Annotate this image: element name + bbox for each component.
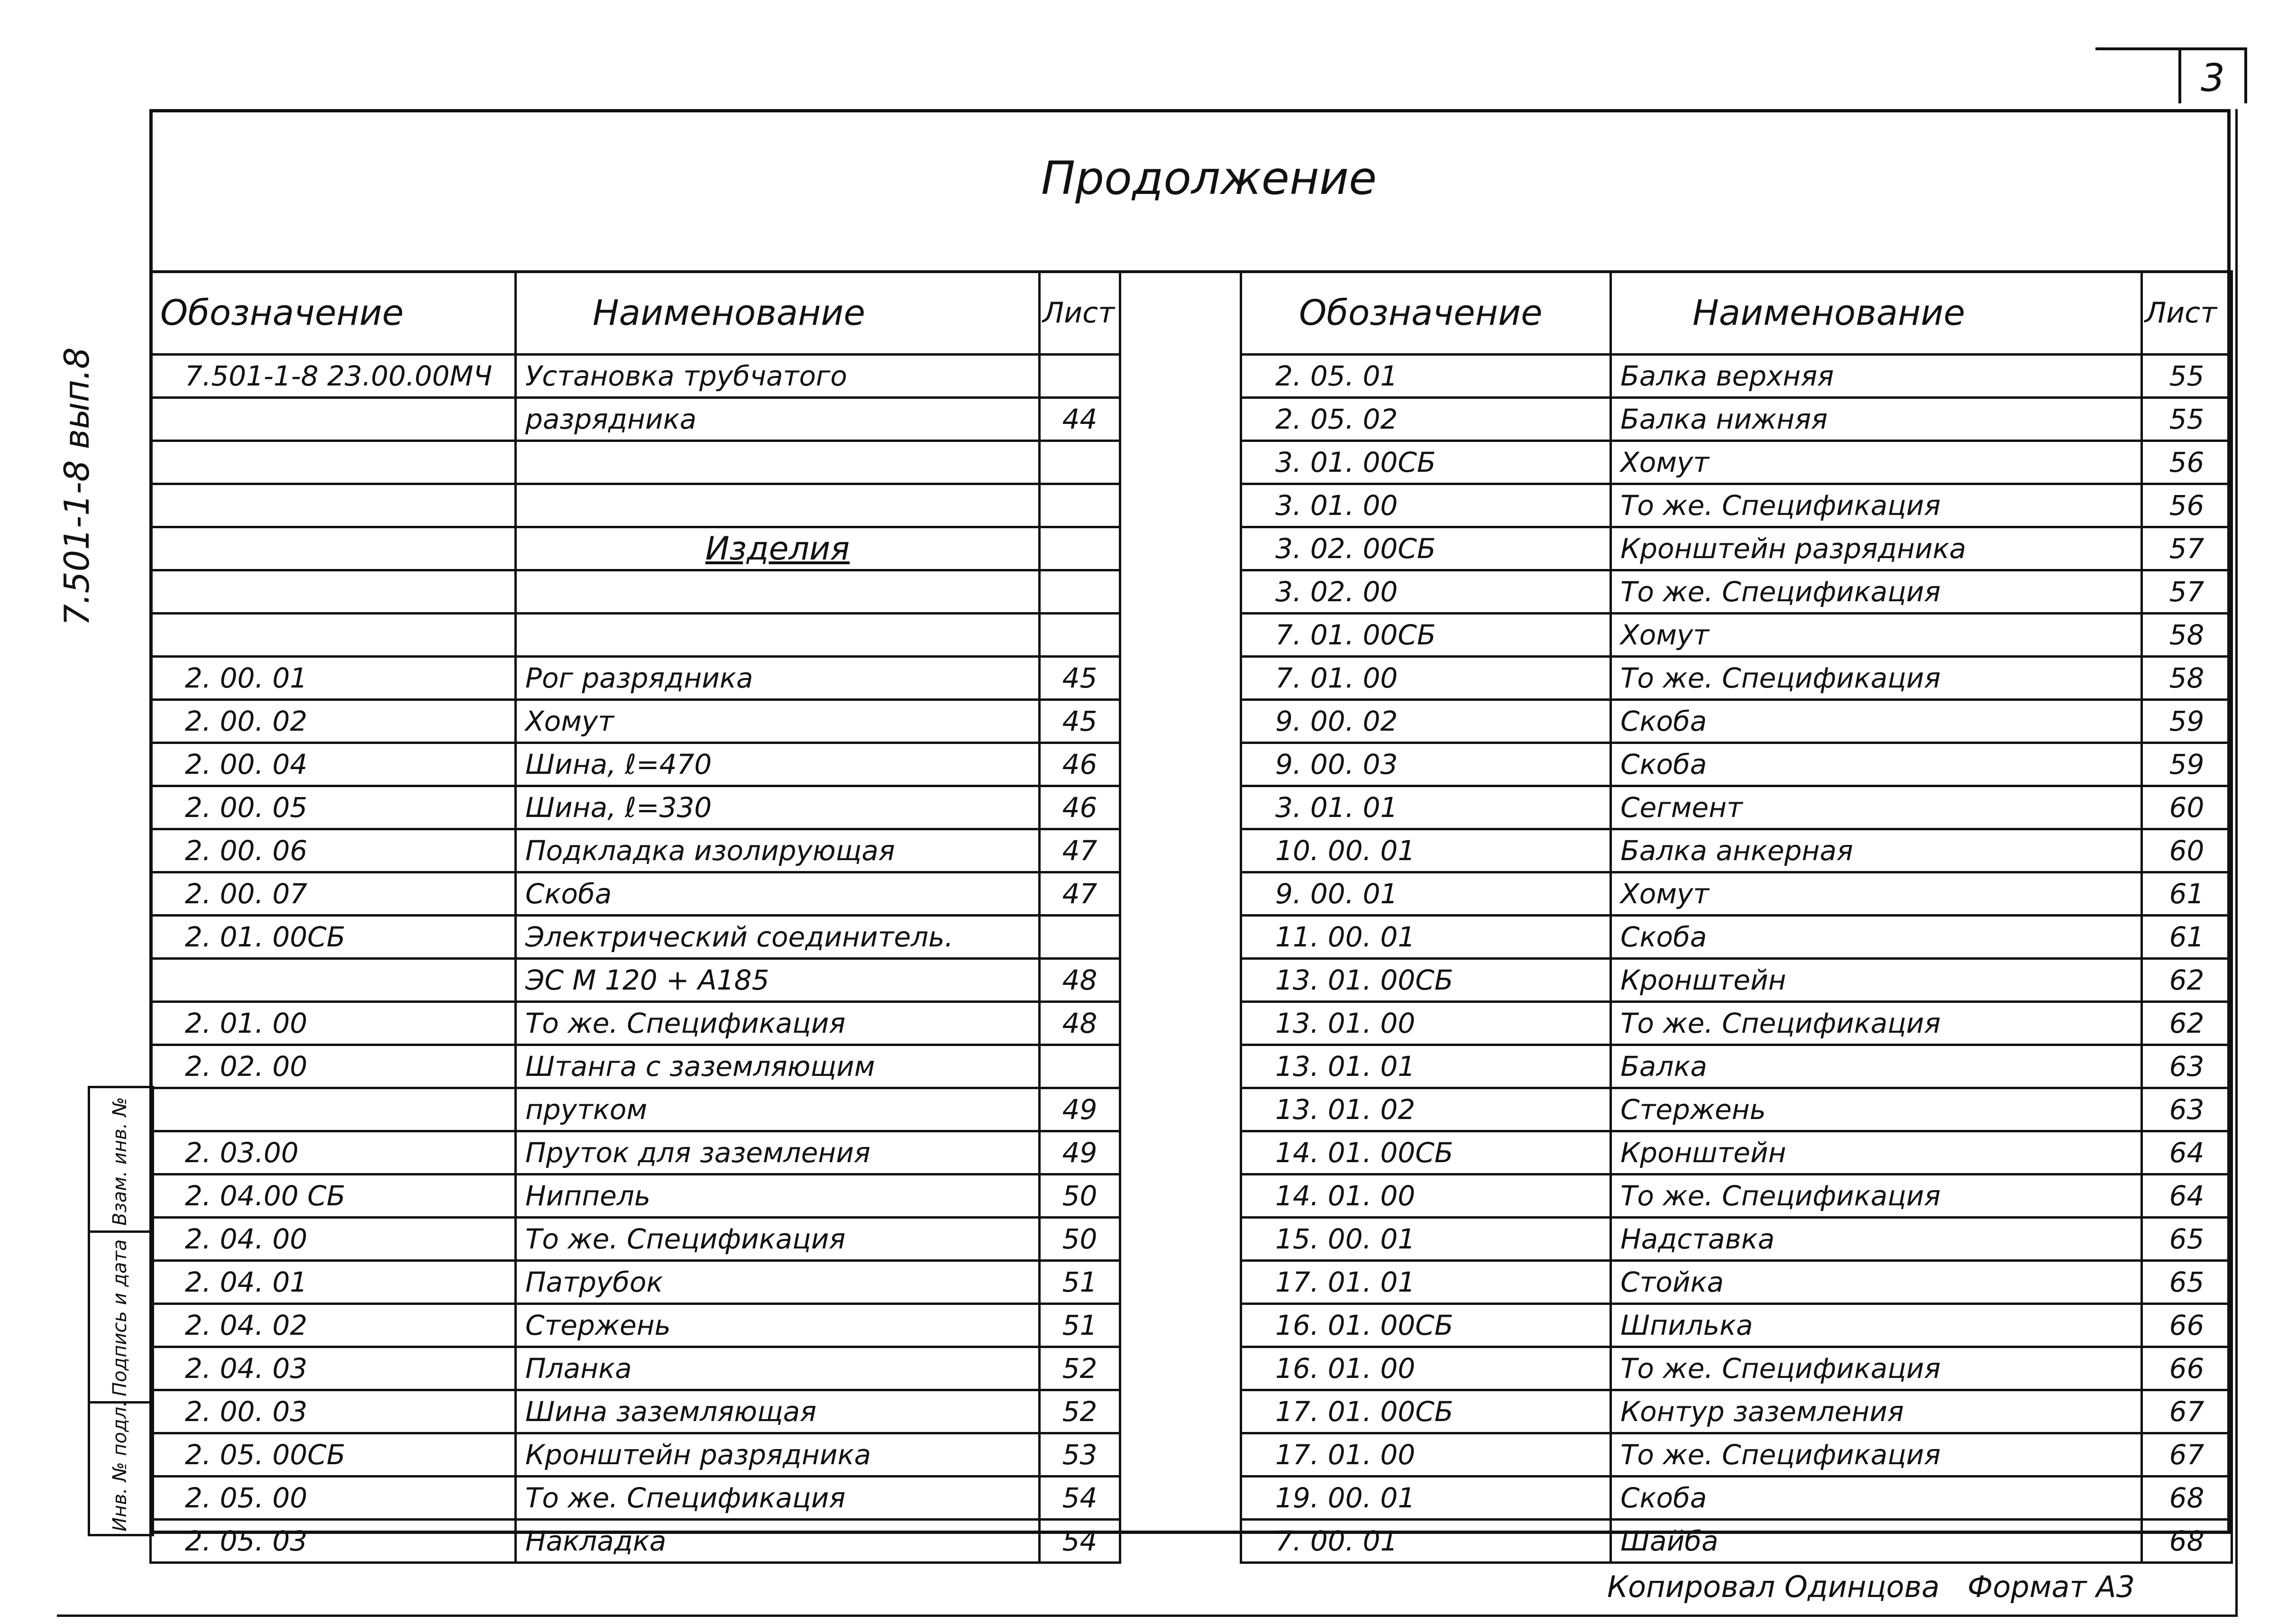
sheet-cell: 50	[1040, 1218, 1120, 1261]
name-cell: Балка	[1611, 1045, 2142, 1088]
name-cell: Шпилька	[1611, 1304, 2142, 1347]
sheet-cell: 47	[1040, 829, 1120, 872]
sheet-cell: 44	[1040, 398, 1120, 441]
name-cell: То же. Спецификация	[516, 1477, 1040, 1520]
designation-cell: 2. 00. 01	[151, 657, 516, 700]
name-cell: Хомут	[516, 700, 1040, 743]
name-cell: Электрический соединитель.	[516, 916, 1040, 959]
table-row	[1241, 398, 2232, 441]
sheet-cell: 45	[1040, 657, 1120, 700]
name-cell: То же. Спецификация	[516, 1218, 1040, 1261]
name-cell: Накладка	[516, 1520, 1040, 1563]
sheet-cell: 49	[1040, 1131, 1120, 1174]
stamp-label-replace: Взам. инв. №	[109, 1097, 131, 1226]
designation-cell: 15. 00. 01	[1241, 1218, 1611, 1261]
sheet-cell: 64	[2142, 1131, 2232, 1174]
table-row	[1241, 484, 2232, 527]
column-name: Наименование	[1611, 272, 2142, 355]
name-cell: Скоба	[1611, 700, 2142, 743]
designation-cell: 2. 05. 03	[151, 1520, 516, 1563]
name-cell	[516, 570, 1040, 614]
name-cell: Надставка	[1611, 1218, 2142, 1261]
name-cell: Кронштейн разрядника	[1611, 527, 2142, 570]
name-cell: Планка	[516, 1347, 1040, 1390]
designation-cell: 3. 01. 01	[1241, 786, 1611, 829]
sheet-cell: 59	[2142, 700, 2232, 743]
designation-cell: 9. 00. 03	[1241, 743, 1611, 786]
designation-cell: 2. 04. 01	[151, 1261, 516, 1304]
name-cell: Пруток для заземления	[516, 1131, 1040, 1174]
table-row	[1241, 1002, 2232, 1045]
designation-cell: 16. 01. 00СБ	[1241, 1304, 1611, 1347]
name-cell: Балка верхняя	[1611, 355, 2142, 398]
sheet-cell: 61	[2142, 916, 2232, 959]
designation-cell: 2. 01. 00	[151, 1002, 516, 1045]
designation-cell: 3. 02. 00	[1241, 570, 1611, 614]
table-row	[1241, 1261, 2232, 1304]
table-row	[1241, 700, 2232, 743]
table-row	[151, 916, 1120, 959]
column-designation: Обозначение	[151, 272, 516, 355]
name-cell: То же. Спецификация	[516, 1002, 1040, 1045]
table-row	[151, 1520, 1120, 1563]
designation-cell: 2. 05. 01	[1241, 355, 1611, 398]
designation-cell	[151, 614, 516, 657]
table-row	[1241, 657, 2232, 700]
table-row	[151, 1433, 1120, 1477]
table-row	[151, 1390, 1120, 1433]
sheet-cell: 51	[1040, 1304, 1120, 1347]
table-row	[1241, 829, 2232, 872]
name-cell: Кронштейн разрядника	[516, 1433, 1040, 1477]
name-cell: Балка анкерная	[1611, 829, 2142, 872]
right-spec-table	[1240, 270, 2233, 1564]
table-row	[1241, 916, 2232, 959]
designation-cell: 2. 02. 00	[151, 1045, 516, 1088]
stamp-label-signature: Подпись и дата	[109, 1239, 131, 1396]
table-row	[151, 1218, 1120, 1261]
designation-cell: 14. 01. 00СБ	[1241, 1131, 1611, 1174]
table-row	[1241, 1433, 2232, 1477]
table-row	[151, 1174, 1120, 1218]
table-row	[151, 700, 1120, 743]
table-row	[1241, 1088, 2232, 1131]
sheet-cell: 57	[2142, 570, 2232, 614]
sheet-cell: 62	[2142, 959, 2232, 1002]
name-cell: разрядника	[516, 398, 1040, 441]
sheet-cell: 60	[2142, 786, 2232, 829]
sheet-cell: 67	[2142, 1433, 2232, 1477]
designation-cell	[151, 527, 516, 570]
stamp-cell	[90, 1088, 152, 1233]
name-cell: Шина заземляющая	[516, 1390, 1040, 1433]
name-cell: Скоба	[1611, 1477, 2142, 1520]
sheet-cell: 63	[2142, 1045, 2232, 1088]
name-cell: прутком	[516, 1088, 1040, 1131]
designation-cell	[151, 398, 516, 441]
table-row	[151, 570, 1120, 614]
name-cell: Скоба	[1611, 743, 2142, 786]
table-row	[1241, 872, 2232, 916]
sheet-cell: 48	[1040, 1002, 1120, 1045]
designation-cell: 2. 03.00	[151, 1131, 516, 1174]
sheet-cell: 47	[1040, 872, 1120, 916]
table-row	[1241, 527, 2232, 570]
name-cell: Хомут	[1611, 441, 2142, 484]
sheet-cell: 52	[1040, 1347, 1120, 1390]
table-header-row	[1241, 272, 2232, 355]
name-cell: Шина, ℓ=470	[516, 743, 1040, 786]
sheet-cell	[1040, 484, 1120, 527]
designation-cell: 17. 01. 00СБ	[1241, 1390, 1611, 1433]
designation-cell: 2. 00. 05	[151, 786, 516, 829]
sheet-cell: 68	[2142, 1477, 2232, 1520]
approval-stamp	[88, 1086, 154, 1536]
designation-cell: 2. 00. 03	[151, 1390, 516, 1433]
designation-cell: 2. 04. 03	[151, 1347, 516, 1390]
name-cell: Установка трубчатого	[516, 355, 1040, 398]
column-designation: Обозначение	[1241, 272, 1611, 355]
table-row	[151, 743, 1120, 786]
designation-cell: 17. 01. 01	[1241, 1261, 1611, 1304]
sheet-cell: 46	[1040, 786, 1120, 829]
name-cell: То же. Спецификация	[1611, 1002, 2142, 1045]
page-number-line	[2095, 47, 2181, 50]
designation-cell: 10. 00. 01	[1241, 829, 1611, 872]
sheet-cell: 62	[2142, 1002, 2232, 1045]
table-row	[1241, 355, 2232, 398]
designation-cell: 2. 00. 06	[151, 829, 516, 872]
designation-cell: 2. 00. 07	[151, 872, 516, 916]
designation-cell: 2. 00. 04	[151, 743, 516, 786]
name-cell	[516, 441, 1040, 484]
bottom-border	[57, 1615, 2238, 1617]
table-row	[1241, 441, 2232, 484]
sheet-cell: 66	[2142, 1304, 2232, 1347]
column-name: Наименование	[516, 272, 1040, 355]
table-row	[151, 1131, 1120, 1174]
sheet-cell: 65	[2142, 1218, 2232, 1261]
name-cell: Кронштейн	[1611, 959, 2142, 1002]
designation-cell: 13. 01. 01	[1241, 1045, 1611, 1088]
sheet-cell	[1040, 355, 1120, 398]
name-cell: Штанга с заземляющим	[516, 1045, 1040, 1088]
name-cell: Балка нижняя	[1611, 398, 2142, 441]
table-row	[1241, 1347, 2232, 1390]
designation-cell: 2. 04. 00	[151, 1218, 516, 1261]
table-row	[151, 484, 1120, 527]
designation-cell	[151, 1088, 516, 1131]
name-cell: То же. Спецификация	[1611, 570, 2142, 614]
sheet-cell: 64	[2142, 1174, 2232, 1218]
sheet-cell	[1040, 916, 1120, 959]
name-cell: Стойка	[1611, 1261, 2142, 1304]
sheet-cell: 68	[2142, 1520, 2232, 1563]
sheet-cell	[1040, 441, 1120, 484]
name-cell: Кронштейн	[1611, 1131, 2142, 1174]
sheet-cell: 48	[1040, 959, 1120, 1002]
column-sheet: Лист	[2142, 272, 2232, 355]
designation-cell: 2. 04. 02	[151, 1304, 516, 1347]
table-row	[151, 872, 1120, 916]
designation-cell: 19. 00. 01	[1241, 1477, 1611, 1520]
designation-cell: 2. 00. 02	[151, 700, 516, 743]
sheet-cell: 55	[2142, 398, 2232, 441]
table-row	[1241, 959, 2232, 1002]
name-cell: ЭС М 120 + А185	[516, 959, 1040, 1002]
designation-cell: 7. 01. 00	[1241, 657, 1611, 700]
sheet-cell	[1040, 1045, 1120, 1088]
designation-cell: 2. 05. 00СБ	[151, 1433, 516, 1477]
sheet-cell: 46	[1040, 743, 1120, 786]
designation-cell: 2. 05. 02	[1241, 398, 1611, 441]
table-row	[1241, 1218, 2232, 1261]
sheet-cell: 52	[1040, 1390, 1120, 1433]
sheet-cell: 53	[1040, 1433, 1120, 1477]
table-row	[151, 614, 1120, 657]
table-row	[151, 1045, 1120, 1088]
designation-cell: 7. 00. 01	[1241, 1520, 1611, 1563]
sheet-cell: 49	[1040, 1088, 1120, 1131]
stamp-label-inventory: Инв. № подл.	[109, 1401, 131, 1532]
table-row	[151, 657, 1120, 700]
designation-cell: 9. 00. 01	[1241, 872, 1611, 916]
table-row	[1241, 570, 2232, 614]
designation-cell: 17. 01. 00	[1241, 1433, 1611, 1477]
sheet-cell: 55	[2142, 355, 2232, 398]
designation-cell: 13. 01. 02	[1241, 1088, 1611, 1131]
name-cell: Подкладка изолирующая	[516, 829, 1040, 872]
sheet-cell: 63	[2142, 1088, 2232, 1131]
designation-cell	[151, 959, 516, 1002]
sheet-cell	[1040, 527, 1120, 570]
table-row	[151, 1347, 1120, 1390]
table-row	[151, 1088, 1120, 1131]
designation-cell: 7. 01. 00СБ	[1241, 614, 1611, 657]
table-row	[1241, 1174, 2232, 1218]
sheet-cell: 57	[2142, 527, 2232, 570]
sheet-cell: 59	[2142, 743, 2232, 786]
table-row	[151, 398, 1120, 441]
name-cell: Скоба	[1611, 916, 2142, 959]
designation-cell: 13. 01. 00	[1241, 1002, 1611, 1045]
table-row	[151, 786, 1120, 829]
name-cell: То же. Спецификация	[1611, 1347, 2142, 1390]
name-cell: То же. Спецификация	[1611, 657, 2142, 700]
side-designation: 7.501-1-8 вып.8	[57, 347, 97, 626]
sheet-cell: 58	[2142, 657, 2232, 700]
sheet-cell	[1040, 570, 1120, 614]
table-row	[151, 959, 1120, 1002]
table-row	[1241, 1304, 2232, 1347]
designation-cell: 2. 04.00 СБ	[151, 1174, 516, 1218]
name-cell: Стержень	[1611, 1088, 2142, 1131]
designation-cell: 14. 01. 00	[1241, 1174, 1611, 1218]
sheet-cell: 67	[2142, 1390, 2232, 1433]
table-row	[151, 1477, 1120, 1520]
name-cell	[516, 614, 1040, 657]
table-row	[1241, 786, 2232, 829]
designation-cell: 7.501-1-8 23.00.00МЧ	[151, 355, 516, 398]
table-row	[151, 355, 1120, 398]
designation-cell: 9. 00. 02	[1241, 700, 1611, 743]
table-row	[1241, 743, 2232, 786]
name-cell: Шайба	[1611, 1520, 2142, 1563]
name-cell: Шина, ℓ=330	[516, 786, 1040, 829]
table-row	[151, 1261, 1120, 1304]
name-cell: Контур заземления	[1611, 1390, 2142, 1433]
name-cell: Патрубок	[516, 1261, 1040, 1304]
sheet-cell: 45	[1040, 700, 1120, 743]
designation-cell: 3. 01. 00	[1241, 484, 1611, 527]
name-cell: То же. Спецификация	[1611, 484, 2142, 527]
sheet-cell: 54	[1040, 1520, 1120, 1563]
sheet-cell: 51	[1040, 1261, 1120, 1304]
designation-cell: 3. 01. 00СБ	[1241, 441, 1611, 484]
table-row	[1241, 614, 2232, 657]
sheet-cell: 56	[2142, 484, 2232, 527]
table-header-row	[151, 272, 1120, 355]
table-row	[151, 527, 1120, 570]
name-cell: Рог разрядника	[516, 657, 1040, 700]
table-row	[1241, 1045, 2232, 1088]
column-sheet: Лист	[1040, 272, 1120, 355]
left-spec-table	[149, 270, 1121, 1564]
table-row	[151, 1002, 1120, 1045]
name-cell: Скоба	[516, 872, 1040, 916]
name-cell: Хомут	[1611, 614, 2142, 657]
sheet-cell: 61	[2142, 872, 2232, 916]
page-title: Продолжение	[1041, 152, 1377, 205]
table-row	[1241, 1520, 2232, 1563]
designation-cell: 11. 00. 01	[1241, 916, 1611, 959]
table-row	[151, 829, 1120, 872]
name-cell	[516, 484, 1040, 527]
table-row	[1241, 1390, 2232, 1433]
designation-cell: 13. 01. 00СБ	[1241, 959, 1611, 1002]
designation-cell: 2. 01. 00СБ	[151, 916, 516, 959]
sheet-cell: 66	[2142, 1347, 2232, 1390]
sheet-cell: 54	[1040, 1477, 1120, 1520]
designation-cell	[151, 570, 516, 614]
stamp-cell	[90, 1401, 152, 1536]
name-cell: Хомут	[1611, 872, 2142, 916]
sheet-cell: 60	[2142, 829, 2232, 872]
designation-cell	[151, 484, 516, 527]
name-cell: Ниппель	[516, 1174, 1040, 1218]
table-row	[1241, 1131, 2232, 1174]
designation-cell: 3. 02. 00СБ	[1241, 527, 1611, 570]
page-number: 3	[2178, 47, 2247, 103]
paper-format: Формат А3	[1967, 1569, 2135, 1604]
name-cell: То же. Спецификация	[1611, 1433, 2142, 1477]
name-cell: Изделия	[516, 527, 1040, 570]
table-row	[151, 441, 1120, 484]
name-cell: Сегмент	[1611, 786, 2142, 829]
table-row	[151, 1304, 1120, 1347]
table-row	[1241, 1477, 2232, 1520]
sheet-cell	[1040, 614, 1120, 657]
sheet-cell: 65	[2142, 1261, 2232, 1304]
designation-cell	[151, 441, 516, 484]
sheet-cell: 58	[2142, 614, 2232, 657]
sheet-cell: 50	[1040, 1174, 1120, 1218]
stamp-cell	[90, 1230, 152, 1404]
designation-cell: 16. 01. 00	[1241, 1347, 1611, 1390]
bottom-right-edge	[2235, 109, 2238, 1617]
name-cell: То же. Спецификация	[1611, 1174, 2142, 1218]
designation-cell: 2. 05. 00	[151, 1477, 516, 1520]
sheet-cell: 56	[2142, 441, 2232, 484]
copied-by: Копировал Одинцова	[1607, 1569, 1940, 1604]
name-cell: Стержень	[516, 1304, 1040, 1347]
